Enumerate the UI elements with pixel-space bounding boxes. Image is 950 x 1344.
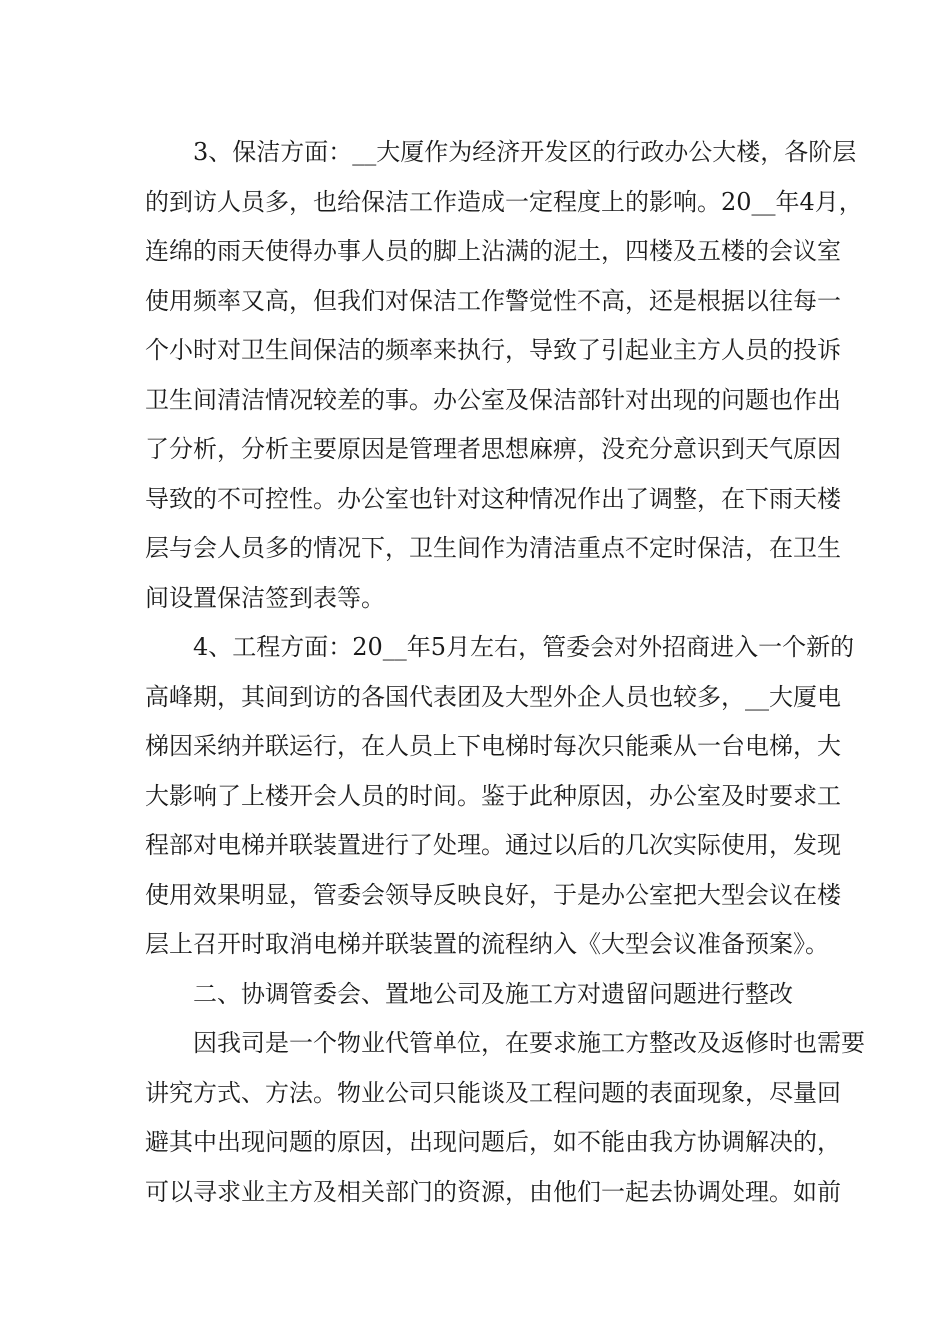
paragraph-cleaning-line-8: 导致的不可控性。办公室也针对这种情况作出了调整，在下雨天楼 bbox=[145, 484, 841, 513]
paragraph-cleaning-line-6: 卫生间清洁情况较差的事。办公室及保洁部针对出现的问题也作出 bbox=[145, 385, 841, 414]
paragraph-engineering-line-5: 程部对电梯并联装置进行了处理。通过以后的几次实际使用，发现 bbox=[145, 831, 841, 859]
paragraph-engineering-line-7: 层上召开时取消电梯并联装置的流程纳入《大型会议准备预案》。 bbox=[145, 930, 829, 958]
paragraph-cleaning-line-7: 了分析，分析主要原因是管理者思想麻痹，没充分意识到天气原因 bbox=[145, 435, 841, 463]
paragraph-engineering-line-1: 4、工程方面：20__年5月左右，管委会对外招商进入一个新的 bbox=[193, 633, 855, 661]
paragraph-engineering-line-3: 梯因采纳并联运行，在人员上下电梯时每次只能乘从一台电梯，大 bbox=[145, 732, 841, 760]
paragraph-cleaning-line-2: 的到访人员多，也给保洁工作造成一定程度上的影响。20__年4月， bbox=[145, 187, 863, 216]
paragraph-cleaning-line-4: 使用频率又高，但我们对保洁工作警觉性不高，还是根据以往每一 bbox=[145, 286, 841, 315]
paragraph-coordination-line-4: 可以寻求业主方及相关部门的资源，由他们一起去协调处理。如前 bbox=[145, 1177, 841, 1206]
paragraph-engineering-line-2: 高峰期，其间到访的各国代表团及大型外企人员也较多，__大厦电 bbox=[145, 682, 841, 711]
paragraph-cleaning-line-3: 连绵的雨天使得办事人员的脚上沾满的泥土，四楼及五楼的会议室 bbox=[145, 237, 841, 265]
paragraph-engineering-line-4: 大影响了上楼开会人员的时间。鉴于此种原因，办公室及时要求工 bbox=[145, 781, 841, 810]
paragraph-cleaning-line-5: 个小时对卫生间保洁的频率来执行，导致了引起业主方人员的投诉 bbox=[145, 336, 841, 364]
document-body bbox=[145, 128, 865, 1217]
paragraph-cleaning-line-9: 层与会人员多的情况下，卫生间作为清洁重点不定时保洁，在卫生 bbox=[145, 534, 841, 562]
section-heading: 二、协调管委会、置地公司及施工方对遗留问题进行整改 bbox=[193, 979, 793, 1008]
paragraph-coordination-line-1: 因我司是一个物业代管单位，在要求施工方整改及返修时也需要 bbox=[193, 1029, 865, 1057]
paragraph-coordination-line-3: 避其中出现问题的原因，出现问题后，如不能由我方协调解决的， bbox=[145, 1128, 841, 1156]
paragraph-cleaning-line-10: 间设置保洁签到表等。 bbox=[145, 583, 385, 612]
paragraph-coordination-line-2: 讲究方式、方法。物业公司只能谈及工程问题的表面现象，尽量回 bbox=[145, 1078, 841, 1107]
paragraph-engineering-line-6: 使用效果明显，管委会领导反映良好，于是办公室把大型会议在楼 bbox=[145, 880, 841, 909]
paragraph-cleaning-line-1: 3、保洁方面：__大厦作为经济开发区的行政办公大楼，各阶层 bbox=[193, 138, 857, 166]
